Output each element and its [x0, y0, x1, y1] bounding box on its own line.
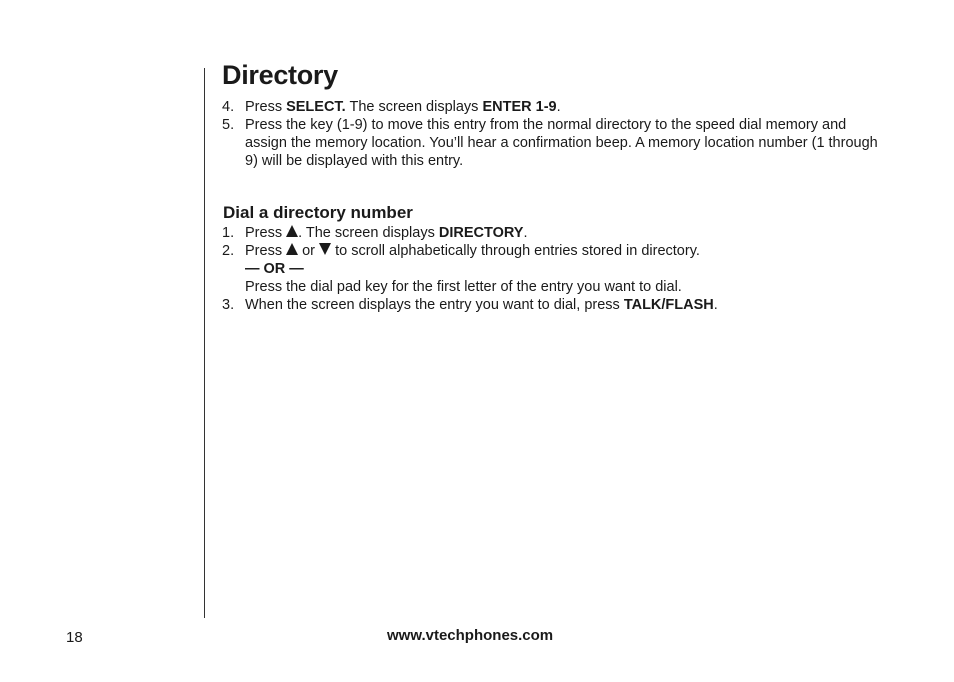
up-arrow-icon [286, 225, 298, 237]
list-item-step-2 [222, 242, 892, 296]
step-text: Press [245, 225, 287, 241]
step-number: 1. [222, 225, 235, 241]
step-alt-text: Press the dial pad key for the first letter of the entry you want to dial. [245, 279, 682, 295]
section-heading: Dial a directory number [223, 203, 413, 222]
step-number: 4. [222, 99, 235, 115]
step-text: . [713, 297, 718, 313]
footer-url: www.vtechphones.com [387, 627, 554, 644]
dial-steps-list [222, 224, 892, 314]
screen-message: DIRECTORY [438, 225, 524, 241]
step-text: . [523, 225, 528, 241]
list-item-step-4 [222, 98, 892, 116]
step-text: to scroll alphabetically through entries stored in directory. [331, 243, 700, 259]
key-name: TALK/FLASH [623, 297, 714, 313]
page-title: Directory [222, 60, 338, 90]
list-item-step-3 [222, 296, 892, 314]
up-arrow-icon [286, 243, 298, 255]
page-number: 18 [66, 629, 83, 646]
step-number: 5. [222, 117, 235, 133]
list-item-step-1 [222, 224, 892, 242]
step-text: . [556, 99, 561, 115]
step-text: Press [245, 243, 287, 259]
down-arrow-icon [319, 243, 331, 255]
list-item-step-5 [222, 116, 892, 170]
step-text: When the screen displays the entry you want to dial, press [245, 297, 624, 313]
or-separator: — OR — [245, 261, 304, 277]
screen-message: ENTER 1-9 [482, 99, 557, 115]
step-number: 3. [222, 297, 235, 313]
step-text: Press [245, 99, 287, 115]
margin-rule [204, 68, 205, 618]
step-text: Press the key (1-9) to move this entry from the normal directory to the speed dial memory and assign the memory location. You’ll hear a confirmation beep. A memory location number (1 through 9) will be displayed with this entry. [245, 117, 878, 169]
steps-top-list [222, 98, 892, 170]
step-text: . The screen displays [298, 225, 439, 241]
key-name: SELECT. [286, 99, 346, 115]
step-number: 2. [222, 243, 235, 259]
step-text: The screen displays [345, 99, 483, 115]
step-text: or [298, 243, 320, 259]
